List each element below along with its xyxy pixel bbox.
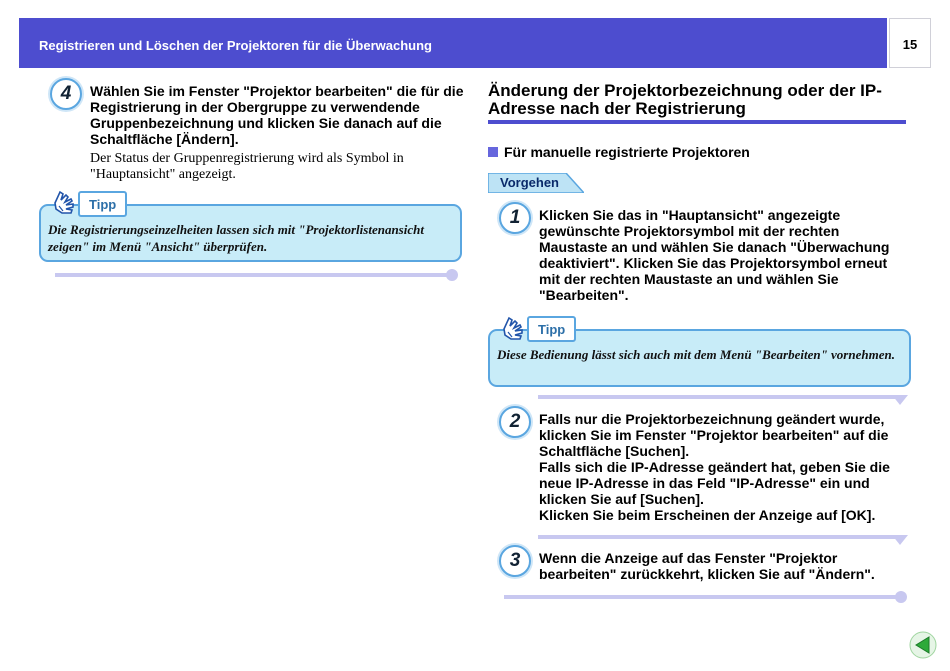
- step-badge-4: 4: [50, 78, 82, 110]
- step-badge-3: 3: [499, 545, 531, 577]
- subsection-bullet-icon: [488, 147, 498, 157]
- back-arrow-icon[interactable]: [909, 631, 937, 659]
- step-2-line2: Falls sich die IP-Adresse geändert hat, geben Sie die neue IP-Adresse in das Feld "IP-Adresse" ein und klicken Sie auf [Suchen].: [539, 459, 890, 507]
- step-2-line3: Klicken Sie beim Erscheinen der Anzeige auf [OK].: [539, 507, 876, 523]
- divider-left: [55, 267, 460, 283]
- page-header: [19, 18, 887, 68]
- step-badge-2: 2: [499, 406, 531, 438]
- header-title: Registrieren und Löschen der Projektoren für die Überwachung: [39, 38, 432, 53]
- step-badge-1: 1: [499, 202, 531, 234]
- divider-right-end: [504, 589, 909, 605]
- pointing-hand-icon: [501, 315, 527, 343]
- tip-text-right: Diese Bedienung lässt sich auch mit dem Menü "Bearbeiten" vornehmen.: [497, 347, 895, 362]
- subsection-title: Für manuelle registrierte Projektoren: [504, 144, 750, 160]
- tip-label-right: Tipp: [527, 316, 576, 342]
- step-4-note: Der Status der Gruppenregistrierung wird als Symbol in "Hauptansicht" angezeigt.: [90, 151, 404, 182]
- divider-arrow-1: [538, 393, 908, 409]
- step-4-instruction: Wählen Sie im Fenster "Projektor bearbeiten" die für die Registrierung in der Obergruppe zu verwendende Gruppenbezeichnung und klicken Sie danach auf die Schaltfläche [Ändern].: [90, 83, 464, 147]
- section-title: Änderung der Projektorbezeichnung oder der IP-Adresse nach der Registrierung: [488, 81, 882, 118]
- divider-arrow-2: [538, 533, 908, 549]
- step-3-text: Wenn die Anzeige auf das Fenster "Projektor bearbeiten" zurückkehrt, klicken Sie auf "Ändern".: [539, 550, 875, 582]
- tip-label-left: Tipp: [78, 191, 127, 217]
- procedure-label: Vorgehen: [500, 175, 559, 190]
- pointing-hand-icon: [52, 189, 78, 217]
- page-number-box: [889, 18, 931, 68]
- section-underline: [488, 120, 906, 124]
- step-2-line1: Falls nur die Projektorbezeichnung geändert wurde, klicken Sie im Fenster "Projektor bearbeiten" auf die Schaltfläche [Suchen].: [539, 411, 889, 459]
- tip-text-left: Die Registrierungseinzelheiten lassen sich mit "Projektorlistenansicht zeigen" im Menü "Ansicht" überprüfen.: [48, 222, 424, 254]
- page-number: 15: [902, 37, 918, 52]
- step-1-text: Klicken Sie das in "Hauptansicht" angezeigte gewünschte Projektorsymbol mit der rechten Maustaste an und wählen Sie danach "Überwachung deaktiviert". Klicken Sie das Projektorsymbol erneut mit der rechten Maustaste an und wählen Sie "Bearbeiten".: [539, 207, 890, 303]
